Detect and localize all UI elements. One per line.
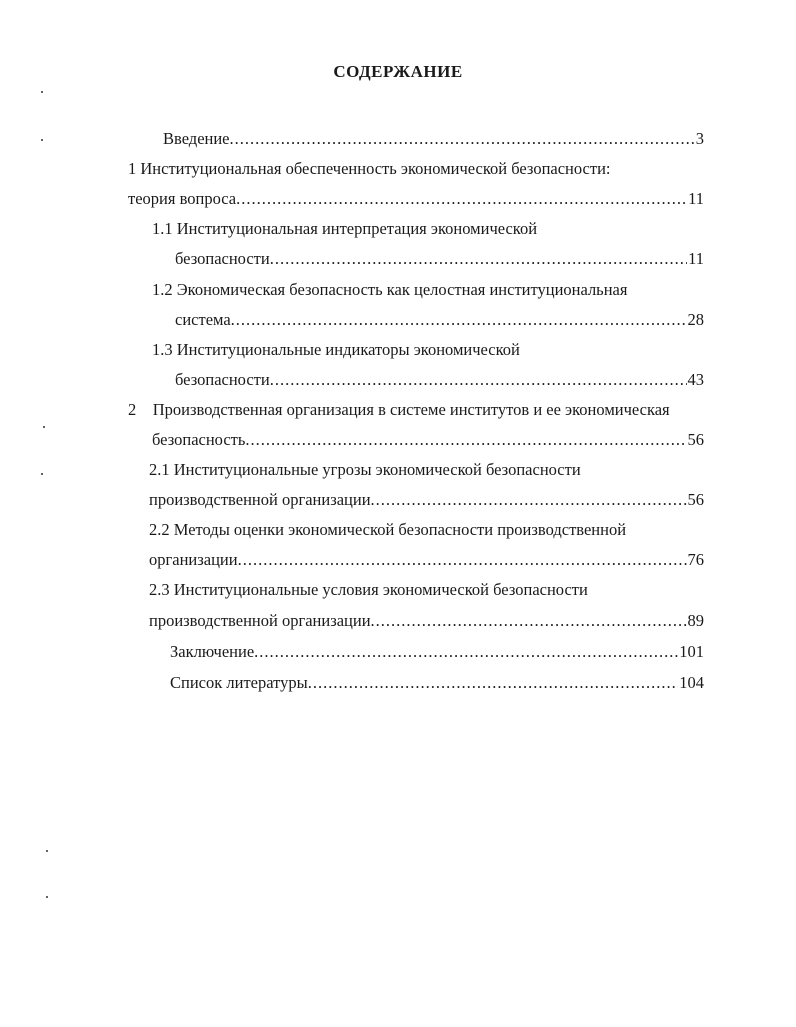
toc-page-number: 11 [688,249,704,268]
toc-leader [371,611,687,631]
toc-entry-bibliography [170,673,704,693]
toc-entry-section-2-3 [149,611,704,631]
toc-entry-section-1-3-title: 1.3 Институциональные индикаторы экономической [152,340,520,359]
toc-page-number: 104 [679,673,704,692]
toc-page-number: 28 [687,310,704,329]
toc-entry-text: Заключение [170,642,255,661]
toc-leader [371,490,687,510]
toc-page-number: 101 [679,642,704,661]
toc-entry-text: производственной организации [149,490,371,509]
toc-page-number: 76 [687,550,704,569]
toc-leader [245,430,686,450]
scan-speck [46,896,48,898]
toc-entry-chapter-1-title: 1 Институциональная обеспеченность экономической безопасности: [128,159,611,178]
toc-entry-introduction [163,129,704,149]
toc-page-number: 89 [687,611,704,630]
toc-entry-section-2-1 [149,490,704,510]
toc-entry-section-1-2-title: 1.2 Экономическая безопасность как целостная институциональная [152,280,628,299]
toc-entry-text: производственной организации [149,611,371,630]
toc-leader [230,129,695,149]
toc-entry-section-2-1-title: 2.1 Институциональные угрозы экономической безопасности [149,460,581,479]
toc-leader [308,673,679,693]
toc-leader [254,642,678,662]
toc-entry-text: Введение [163,129,230,148]
scan-speck [43,426,45,428]
toc-entry-section-2-2 [149,550,704,570]
scan-speck [46,850,48,852]
scan-speck [41,139,43,141]
toc-leader [270,249,687,269]
toc-leader [238,550,687,570]
toc-page-number: 3 [695,129,704,148]
toc-entry-section-1-1 [175,249,704,269]
toc-entry-chapter-1 [128,189,704,209]
toc-entry-section-1-2 [175,310,704,330]
toc-entry-text: безопасности [175,249,270,268]
scan-speck [41,91,43,93]
toc-leader [236,189,687,209]
toc-entry-text: безопасность [152,430,246,449]
toc-entry-text: теория вопроса [128,189,237,208]
toc-entry-section-1-1-title: 1.1 Институциональная интерпретация экономической [152,219,538,238]
toc-page-number: 43 [687,370,704,389]
toc-entry-text: безопасности [175,370,270,389]
scan-speck [41,473,43,475]
toc-page-number: 11 [688,189,704,208]
toc-entry-text: система [175,310,231,329]
toc-entry-section-2-2-title: 2.2 Методы оценки экономической безопасности производственной [149,520,627,539]
toc-entry-conclusion [170,642,704,662]
toc-entry-chapter-2 [152,430,704,450]
toc-page-number: 56 [687,490,704,509]
toc-entry-section-1-3 [175,370,704,390]
page-title: СОДЕРЖАНИЕ [333,62,463,81]
toc-entry-text: Список литературы [170,673,308,692]
toc-entry-text: организации [149,550,238,569]
toc-leader [270,370,687,390]
toc-entry-chapter-2-title: 2 Производственная организация в системе институтов и ее экономическая [128,400,670,419]
toc-page-number: 56 [687,430,704,449]
toc-entry-section-2-3-title: 2.3 Институциональные условия экономической безопасности [149,580,588,599]
toc-leader [231,310,687,330]
